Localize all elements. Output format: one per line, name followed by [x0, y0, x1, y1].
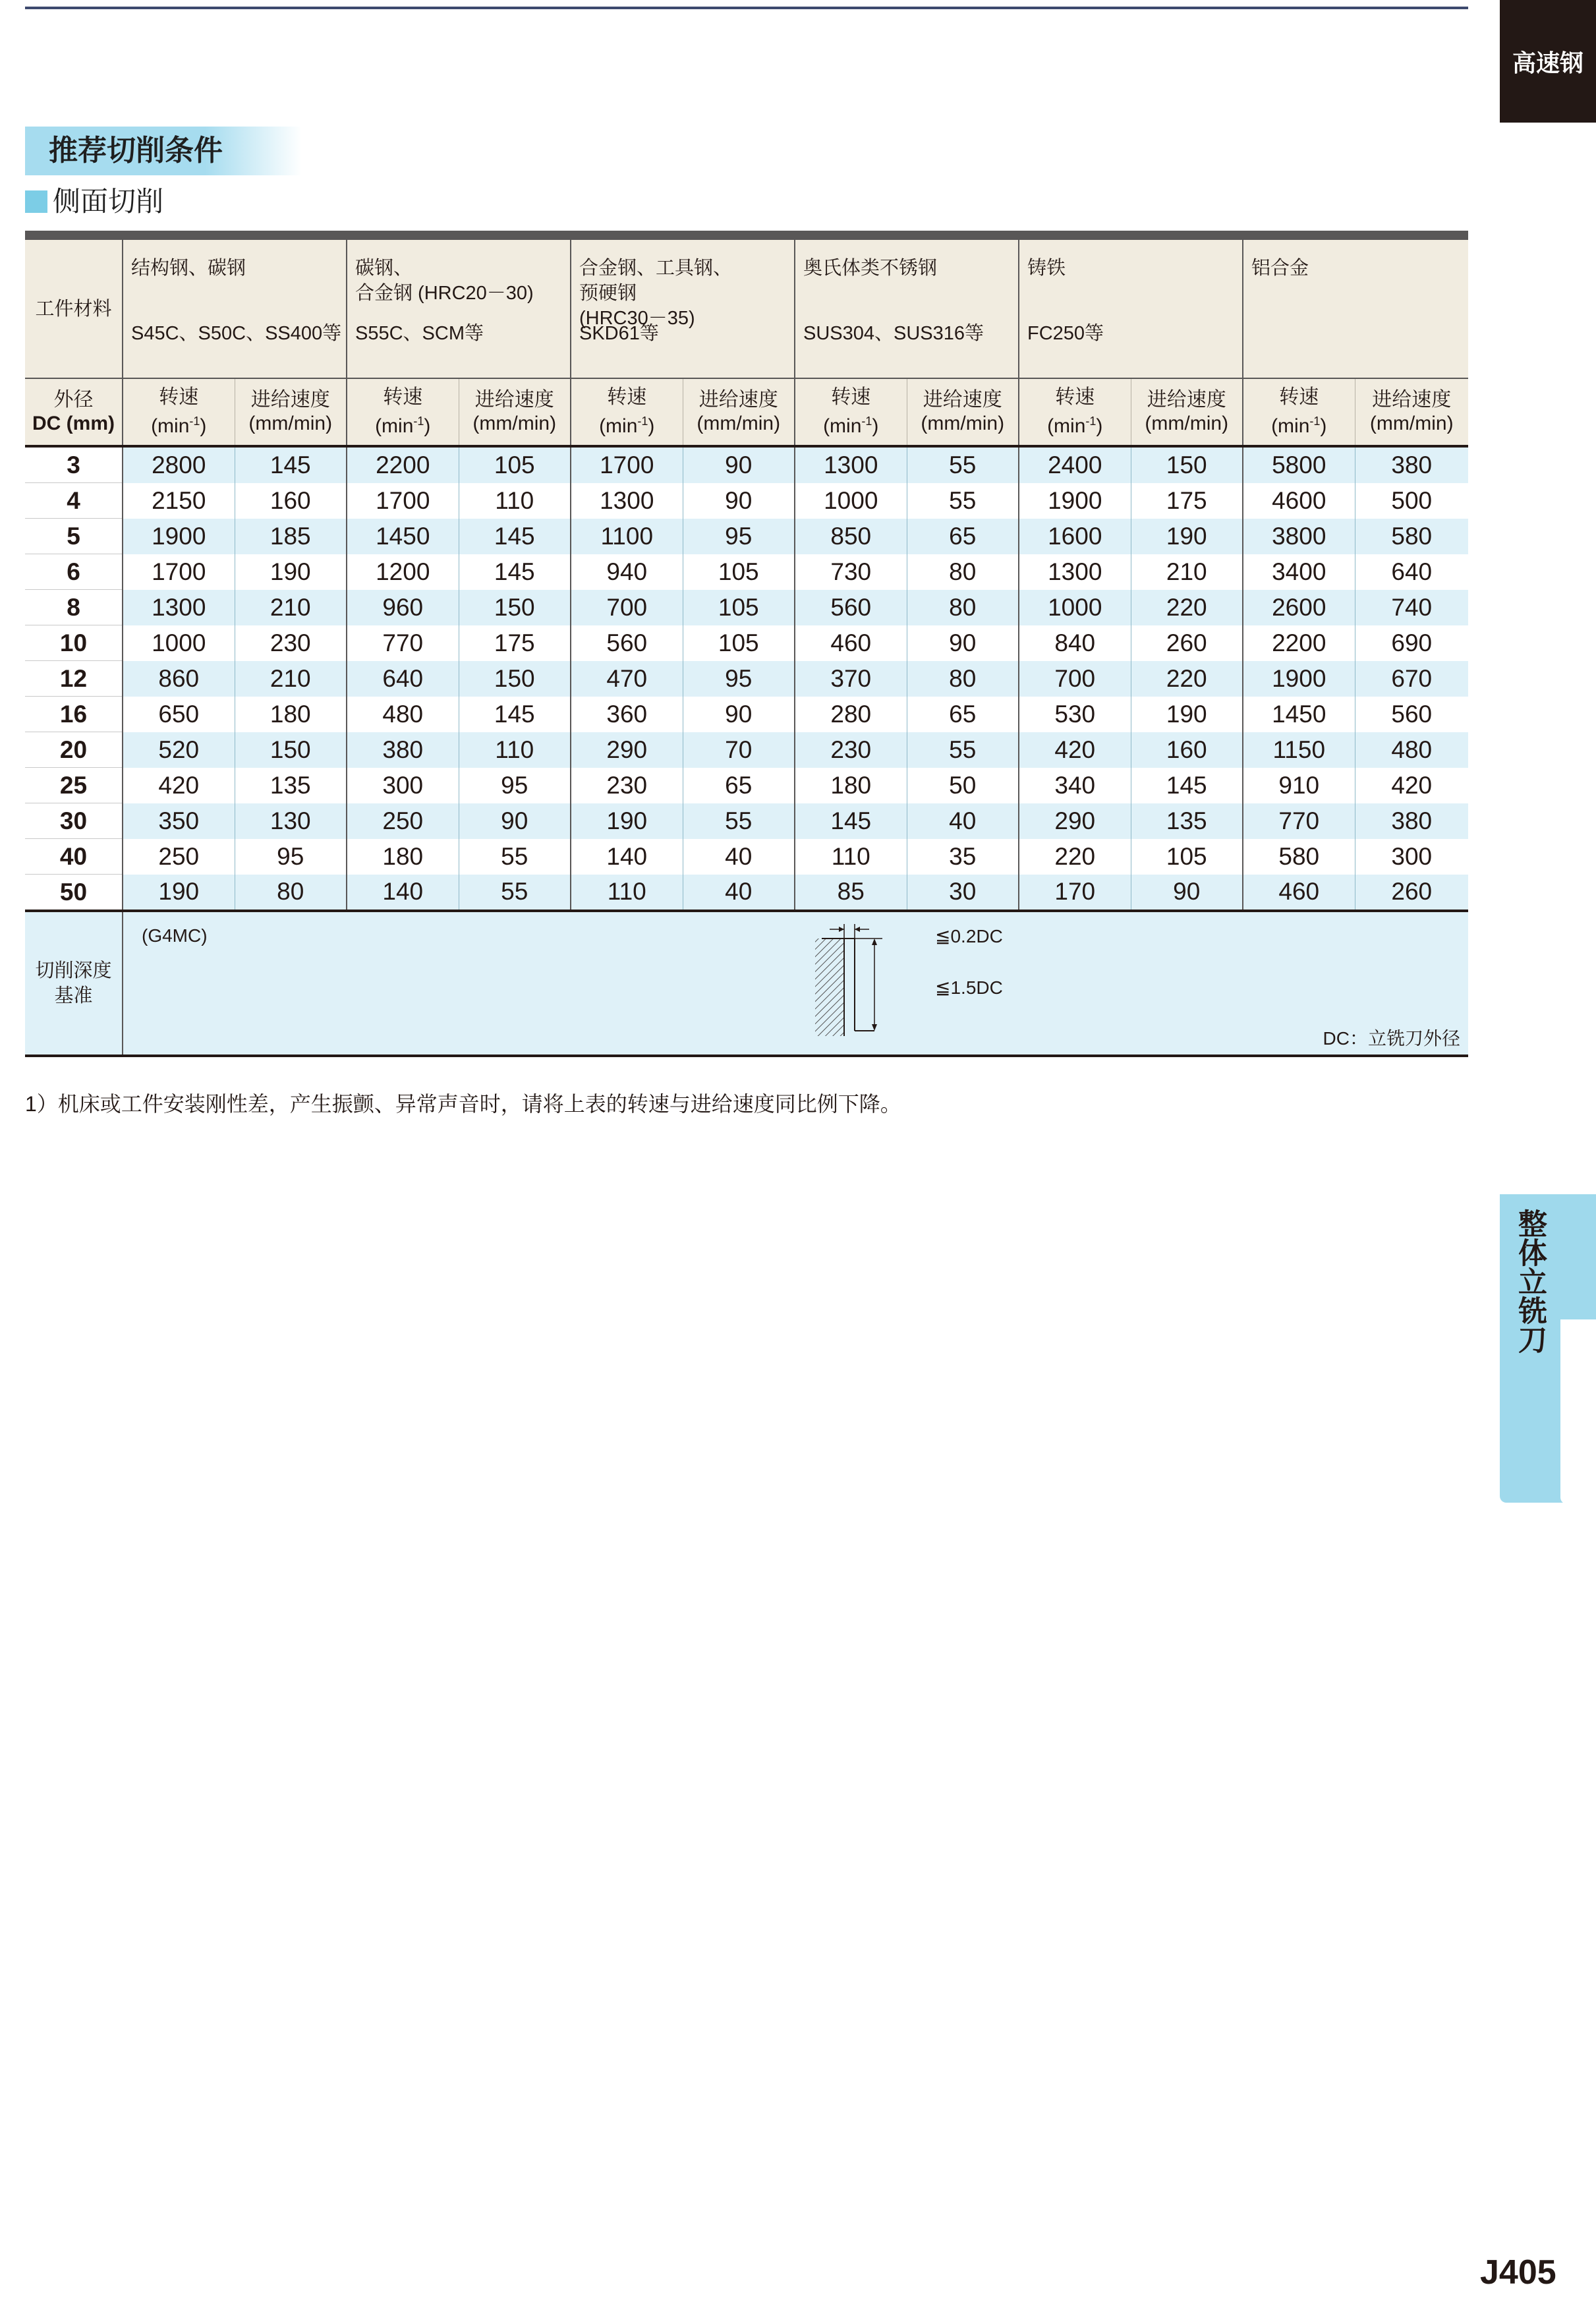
material-name: 碳钢、 合金钢 (HRC20－30): [355, 258, 534, 304]
feed-cell: 160: [1131, 732, 1243, 768]
speed-cell: 230: [571, 768, 683, 803]
speed-cell: 380: [347, 732, 459, 768]
table-row: [25, 697, 1468, 732]
feed-cell: 260: [1355, 875, 1468, 911]
speed-cell: 250: [347, 803, 459, 839]
category-tab: 高速钢: [1500, 0, 1596, 123]
material-name: 铸铁: [1027, 258, 1066, 279]
feed-cell: 690: [1355, 625, 1468, 661]
material-name: 结构钢、碳钢: [131, 258, 246, 279]
speed-cell: 340: [1019, 768, 1131, 803]
speed-header: 转速 $(\min^{-1})$: [795, 378, 907, 446]
depth-label: [25, 911, 123, 1056]
feed-cell: 80: [907, 590, 1019, 625]
feed-cell: 640: [1355, 554, 1468, 590]
speed-cell: 910: [1243, 768, 1355, 803]
feed-cell: 55: [459, 875, 571, 911]
dc-cell: 6: [25, 554, 123, 590]
section-title: 推荐切削条件: [25, 127, 302, 175]
page-number: J405: [1480, 2253, 1556, 2292]
material-spec: SUS304、SUS316等: [803, 323, 984, 344]
feed-cell: 740: [1355, 590, 1468, 625]
table-row: [25, 625, 1468, 661]
material-cell: [795, 240, 1019, 378]
speed-cell: 170: [1019, 875, 1131, 911]
feed-cell: 145: [459, 554, 571, 590]
top-rule: [25, 7, 1468, 9]
speed-cell: 470: [571, 661, 683, 697]
speed-cell: 1700: [347, 483, 459, 519]
feed-cell: 55: [683, 803, 795, 839]
feed-cell: 90: [459, 803, 571, 839]
feed-header: 进给速度 (mm/min): [459, 378, 571, 446]
feed-cell: 670: [1355, 661, 1468, 697]
feed-cell: 50: [907, 768, 1019, 803]
sub-title-text: 侧面切削: [53, 186, 164, 217]
feed-cell: 40: [907, 803, 1019, 839]
speed-header: 转速 $(\min^{-1})$: [571, 378, 683, 446]
speed-cell: 840: [1019, 625, 1131, 661]
feed-cell: 80: [907, 661, 1019, 697]
speed-cell: 420: [1019, 732, 1131, 768]
table-row: [25, 839, 1468, 875]
speed-cell: 1600: [1019, 519, 1131, 554]
speed-cell: 2150: [123, 483, 235, 519]
speed-cell: 190: [123, 875, 235, 911]
dc-header-line1: 外径: [53, 389, 94, 411]
feed-cell: 105: [683, 625, 795, 661]
feed-cell: 145: [235, 446, 347, 483]
speed-cell: 1300: [795, 446, 907, 483]
speed-cell: 1300: [571, 483, 683, 519]
speed-cell: 940: [571, 554, 683, 590]
speed-cell: 960: [347, 590, 459, 625]
speed-cell: 560: [795, 590, 907, 625]
feed-cell: 110: [459, 483, 571, 519]
feed-cell: 135: [1131, 803, 1243, 839]
speed-cell: 770: [347, 625, 459, 661]
dc-cell: 20: [25, 732, 123, 768]
feed-cell: 135: [235, 768, 347, 803]
speed-cell: 250: [123, 839, 235, 875]
footnote: 1）机床或工件安装刚性差，产生振颤、异常声音时，请将上表的转速与进给速度同比例下降。: [25, 1092, 901, 1116]
speed-cell: 1000: [123, 625, 235, 661]
speed-cell: 145: [795, 803, 907, 839]
feed-cell: 380: [1355, 446, 1468, 483]
feed-cell: 230: [235, 625, 347, 661]
square-bullet-icon: [25, 190, 47, 213]
feed-cell: 180: [235, 697, 347, 732]
speed-cell: 1900: [1243, 661, 1355, 697]
feed-cell: 260: [1131, 625, 1243, 661]
feed-cell: 40: [683, 839, 795, 875]
speed-cell: 730: [795, 554, 907, 590]
speed-cell: 300: [347, 768, 459, 803]
feed-cell: 560: [1355, 697, 1468, 732]
feed-cell: 220: [1131, 590, 1243, 625]
dc-cell: 12: [25, 661, 123, 697]
table-row: [25, 519, 1468, 554]
sub-title: [25, 185, 163, 219]
speed-cell: 140: [571, 839, 683, 875]
depth-label-line2: 基准: [54, 985, 93, 1006]
feed-cell: 150: [459, 661, 571, 697]
data-rows: [25, 446, 1468, 911]
table-row: [25, 483, 1468, 519]
feed-cell: 190: [235, 554, 347, 590]
speed-cell: 2400: [1019, 446, 1131, 483]
axial-depth-label: ≦1.5DC: [935, 977, 1003, 998]
feed-cell: 580: [1355, 519, 1468, 554]
feed-cell: 90: [683, 483, 795, 519]
feed-cell: 110: [459, 732, 571, 768]
dc-cell: 50: [25, 875, 123, 911]
speed-cell: 640: [347, 661, 459, 697]
side-index-tab: [1500, 1194, 1596, 1503]
feed-cell: 145: [459, 697, 571, 732]
speed-cell: 650: [123, 697, 235, 732]
radial-depth-label: ≦0.2DC: [935, 926, 1003, 946]
feed-cell: 95: [235, 839, 347, 875]
feed-cell: 175: [1131, 483, 1243, 519]
speed-cell: 290: [571, 732, 683, 768]
speed-header: 转速 $(\min^{-1})$: [347, 378, 459, 446]
table-row: [25, 768, 1468, 803]
material-spec: S45C、S50C、SS400等: [131, 323, 342, 344]
feed-cell: 65: [907, 519, 1019, 554]
speed-cell: 2600: [1243, 590, 1355, 625]
depth-cell: [123, 911, 1468, 1056]
material-name: 合金钢、工具钢、 预硬钢 (HRC30－35): [579, 258, 733, 329]
material-spec: FC250等: [1027, 323, 1104, 344]
feed-cell: 210: [1131, 554, 1243, 590]
material-cell: [1019, 240, 1243, 378]
speed-cell: 700: [1019, 661, 1131, 697]
feed-cell: 190: [1131, 519, 1243, 554]
feed-cell: 55: [459, 839, 571, 875]
feed-cell: 65: [683, 768, 795, 803]
material-cell: [571, 240, 795, 378]
feed-cell: 500: [1355, 483, 1468, 519]
feed-cell: 95: [459, 768, 571, 803]
dc-note: DC：立铣刀外径: [1323, 1028, 1460, 1049]
feed-cell: 150: [1131, 446, 1243, 483]
dc-cell: 5: [25, 519, 123, 554]
depth-code: (G4MC): [142, 925, 208, 946]
feed-cell: 95: [683, 519, 795, 554]
feed-cell: 80: [907, 554, 1019, 590]
speed-header: 转速 $(\min^{-1})$: [123, 378, 235, 446]
feed-cell: 90: [907, 625, 1019, 661]
speed-cell: 770: [1243, 803, 1355, 839]
speed-cell: 370: [795, 661, 907, 697]
feed-cell: 145: [459, 519, 571, 554]
feed-cell: 480: [1355, 732, 1468, 768]
speed-cell: 1150: [1243, 732, 1355, 768]
speed-cell: 2800: [123, 446, 235, 483]
speed-header: 转速 $(\min^{-1})$: [1019, 378, 1131, 446]
table-row: [25, 446, 1468, 483]
speed-header: 转速 $(\min^{-1})$: [1243, 378, 1355, 446]
table-row: [25, 661, 1468, 697]
feed-cell: 95: [683, 661, 795, 697]
feed-cell: 150: [235, 732, 347, 768]
speed-cell: 530: [1019, 697, 1131, 732]
speed-cell: 1900: [123, 519, 235, 554]
material-label: 工件材料: [25, 240, 123, 378]
speed-cell: 360: [571, 697, 683, 732]
feed-cell: 90: [683, 697, 795, 732]
cutting-conditions-table: [25, 231, 1468, 1057]
speed-cell: 180: [795, 768, 907, 803]
material-spec: S55C、SCM等: [355, 323, 484, 344]
table-row: [25, 732, 1468, 768]
speed-cell: 1700: [123, 554, 235, 590]
table-row: [25, 554, 1468, 590]
feed-cell: 70: [683, 732, 795, 768]
feed-cell: 130: [235, 803, 347, 839]
feed-cell: 40: [683, 875, 795, 911]
speed-cell: 110: [795, 839, 907, 875]
feed-cell: 420: [1355, 768, 1468, 803]
material-cell: [1243, 240, 1468, 378]
speed-cell: 700: [571, 590, 683, 625]
material-name: 铝合金: [1251, 258, 1309, 279]
feed-cell: 175: [459, 625, 571, 661]
feed-cell: 380: [1355, 803, 1468, 839]
speed-cell: 85: [795, 875, 907, 911]
workpiece-hatch: [815, 939, 844, 1036]
feed-cell: 190: [1131, 697, 1243, 732]
feed-cell: 55: [907, 732, 1019, 768]
column-header-row: [25, 378, 1468, 446]
table-row: [25, 875, 1468, 911]
speed-cell: 420: [123, 768, 235, 803]
speed-cell: 5800: [1243, 446, 1355, 483]
speed-cell: 1100: [571, 519, 683, 554]
speed-cell: 220: [1019, 839, 1131, 875]
dc-cell: 40: [25, 839, 123, 875]
speed-cell: 1700: [571, 446, 683, 483]
feed-cell: 105: [683, 590, 795, 625]
speed-cell: 1300: [1019, 554, 1131, 590]
feed-cell: 105: [683, 554, 795, 590]
feed-cell: 150: [459, 590, 571, 625]
speed-cell: 580: [1243, 839, 1355, 875]
feed-cell: 220: [1131, 661, 1243, 697]
speed-cell: 2200: [347, 446, 459, 483]
feed-header: 进给速度 (mm/min): [683, 378, 795, 446]
speed-cell: 2200: [1243, 625, 1355, 661]
speed-cell: 190: [571, 803, 683, 839]
feed-cell: 90: [1131, 875, 1243, 911]
speed-cell: 1200: [347, 554, 459, 590]
side-tab-label: 整体立铣刀: [1514, 1209, 1546, 1354]
speed-cell: 230: [795, 732, 907, 768]
dc-header: [25, 378, 123, 446]
dc-cell: 4: [25, 483, 123, 519]
feed-cell: 55: [907, 483, 1019, 519]
speed-cell: 4600: [1243, 483, 1355, 519]
feed-cell: 105: [459, 446, 571, 483]
speed-cell: 350: [123, 803, 235, 839]
depth-label-line1: 切削深度: [35, 960, 112, 981]
speed-cell: 860: [123, 661, 235, 697]
feed-cell: 80: [235, 875, 347, 911]
speed-cell: 460: [1243, 875, 1355, 911]
feed-cell: 30: [907, 875, 1019, 911]
speed-cell: 1900: [1019, 483, 1131, 519]
speed-cell: 1300: [123, 590, 235, 625]
speed-cell: 1450: [347, 519, 459, 554]
speed-cell: 140: [347, 875, 459, 911]
feed-cell: 145: [1131, 768, 1243, 803]
depth-row: [25, 911, 1468, 1056]
feed-cell: 65: [907, 697, 1019, 732]
dc-cell: 25: [25, 768, 123, 803]
speed-cell: 480: [347, 697, 459, 732]
speed-cell: 180: [347, 839, 459, 875]
dc-cell: 30: [25, 803, 123, 839]
dc-header-line2: DC (mm): [32, 413, 115, 434]
speed-cell: 560: [571, 625, 683, 661]
feed-cell: 35: [907, 839, 1019, 875]
speed-cell: 460: [795, 625, 907, 661]
dc-cell: 16: [25, 697, 123, 732]
feed-header: 进给速度 (mm/min): [907, 378, 1019, 446]
speed-cell: 110: [571, 875, 683, 911]
speed-cell: 1000: [1019, 590, 1131, 625]
speed-cell: 3800: [1243, 519, 1355, 554]
feed-header: 进给速度 (mm/min): [1355, 378, 1468, 446]
table-row: [25, 590, 1468, 625]
feed-cell: 300: [1355, 839, 1468, 875]
speed-cell: 520: [123, 732, 235, 768]
feed-cell: 210: [235, 590, 347, 625]
feed-header: 进给速度 (mm/min): [1131, 378, 1243, 446]
material-spec: SKD61等: [579, 323, 659, 344]
speed-cell: 3400: [1243, 554, 1355, 590]
feed-cell: 105: [1131, 839, 1243, 875]
speed-cell: 280: [795, 697, 907, 732]
feed-cell: 55: [907, 446, 1019, 483]
speed-cell: 1450: [1243, 697, 1355, 732]
dc-cell: 8: [25, 590, 123, 625]
feed-cell: 185: [235, 519, 347, 554]
table-row: [25, 803, 1468, 839]
speed-cell: 1000: [795, 483, 907, 519]
material-row: [25, 240, 1468, 378]
speed-cell: 290: [1019, 803, 1131, 839]
material-cell: [347, 240, 571, 378]
feed-cell: 160: [235, 483, 347, 519]
feed-cell: 210: [235, 661, 347, 697]
material-name: 奥氏体类不锈钢: [803, 258, 938, 279]
feed-cell: 90: [683, 446, 795, 483]
material-cell: [123, 240, 347, 378]
feed-header: 进给速度 (mm/min): [235, 378, 347, 446]
dc-cell: 10: [25, 625, 123, 661]
speed-cell: 850: [795, 519, 907, 554]
dc-cell: 3: [25, 446, 123, 483]
